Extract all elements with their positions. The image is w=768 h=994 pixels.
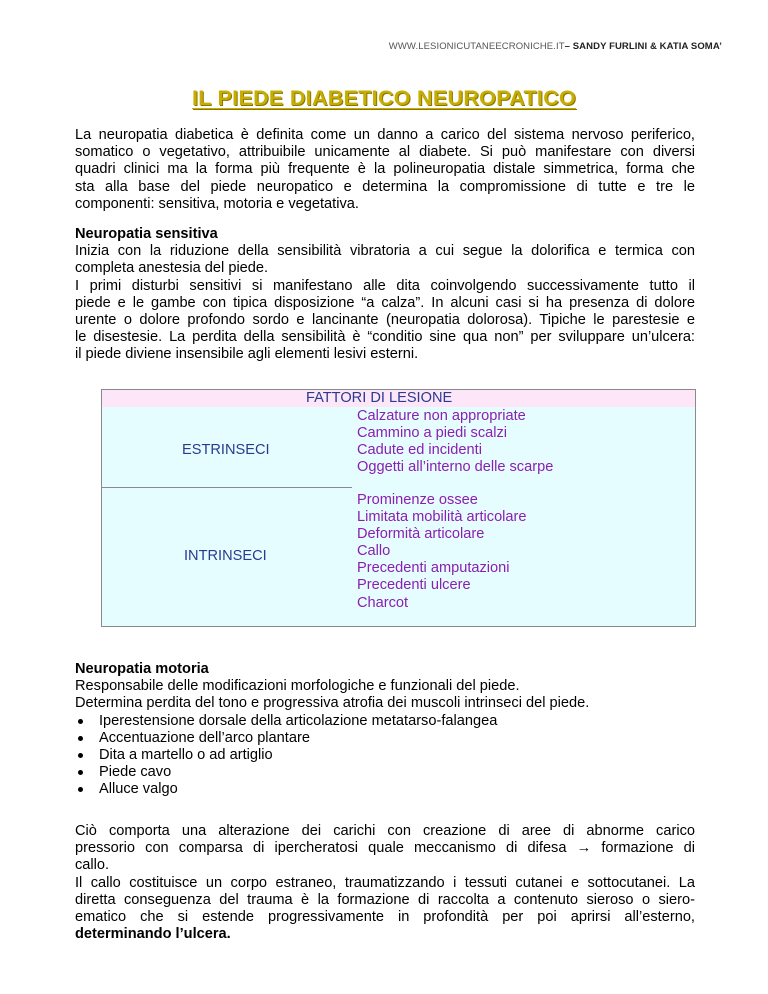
- list-item-text: Accentuazione dell’arco plantare: [99, 729, 310, 746]
- text-line: callo.: [75, 857, 110, 874]
- section-heading: Neuropatia sensitiva: [75, 226, 218, 242]
- intro-paragraph: [75, 127, 695, 213]
- text-line: Ciò comporta una alterazione dei carichi con creazione di aree di abnorme carico: [75, 823, 695, 839]
- page-title: IL PIEDE DIABETICO NEUROPATICO: [191, 86, 577, 110]
- table-header-row: [102, 390, 695, 407]
- bullet-icon: [78, 736, 83, 741]
- factor-item: Cadute ed incidenti: [357, 442, 482, 459]
- text-line: I primi disturbi sensitivi si manifestano alle dita coinvolgendo successivamente tutto il: [75, 277, 695, 294]
- text-line: Responsabile delle modificazioni morfologiche e funzionali del piede.: [75, 678, 520, 695]
- extrinsic-factors-list: [357, 408, 553, 476]
- alteration-paragraph: [75, 823, 695, 943]
- authors: – SANDY FURLINI & KATIA SOMA’: [564, 41, 722, 52]
- section-sensitive: [75, 226, 695, 364]
- factor-item: Calzature non appropriate: [357, 408, 526, 424]
- text-line: determinando l’ulcera.: [75, 926, 231, 943]
- intro-line: somatico o vegetativo, attribuibile unicamente al diabete. Si può manifestare con diversi: [75, 144, 695, 161]
- factor-item: Oggetti all’interno delle scarpe: [357, 459, 554, 476]
- factor-item: Deformità articolare: [357, 526, 485, 543]
- text-line: pressorio con comparsa di ipercheratosi quale meccanismo di difesa → formazione di: [75, 840, 695, 857]
- intro-line: quadri clinici ma la forma più frequente è la polineuropatia distale simmetrica, forma che: [75, 161, 695, 178]
- factor-item: Limitata mobilità articolare: [357, 509, 527, 526]
- row-divider: [102, 487, 352, 488]
- text-line: Determina perdita del tono e progressiva atrofia dei muscoli intrinseci del piede.: [75, 695, 590, 712]
- bullet-icon: [78, 770, 83, 775]
- text-line: piede e le gambe con tipica disposizione “a calza”. In alcuni casi si ha presenza di dolore: [75, 294, 695, 311]
- section-motor: [75, 661, 695, 799]
- section-heading: Neuropatia motoria: [75, 661, 209, 677]
- text-line: le disestesie. La perdita della sensibilità è “conditio sine qua non” per sviluppare un’ulcera:: [75, 329, 695, 346]
- intro-line: componenti: sensitiva, motoria e vegetativa.: [75, 195, 359, 212]
- factor-item: Callo: [357, 543, 391, 560]
- text-line: Il callo costituisce un corpo estraneo, traumatizzando i tessuti cutanei e sottocutanei. La: [75, 874, 695, 891]
- factor-item: Prominenze ossee: [357, 492, 478, 508]
- text-line: Inizia con la riduzione della sensibilità vibratoria a cui segue la dolorifica e termica con: [75, 243, 695, 260]
- page-header: [389, 41, 722, 52]
- table-header: FATTORI DI LESIONE: [306, 390, 453, 406]
- intrinsic-factors-list: [357, 492, 527, 612]
- deformity-list: [75, 713, 695, 799]
- text-line: ematico che si estende progressivamente in profondità per poi aprirsi all’esterno,: [75, 909, 695, 926]
- list-item: [75, 713, 695, 730]
- intro-line: La neuropatia diabetica è definita come un danno a carico del sistema nervoso periferico,: [75, 127, 695, 143]
- list-item-text: Piede cavo: [99, 764, 172, 781]
- bullet-icon: [78, 719, 83, 724]
- factor-item: Precedenti ulcere: [357, 577, 471, 594]
- factor-item: Precedenti amputazioni: [357, 560, 510, 577]
- list-item-text: Alluce valgo: [99, 781, 178, 798]
- lesion-factors-table: [101, 389, 696, 627]
- factor-item: Charcot: [357, 594, 409, 611]
- text-line: diretta conseguenza del trauma è la formazione di raccolta a contenuto sieroso o siero-: [75, 891, 695, 908]
- list-item: [75, 764, 695, 781]
- text-line: completa anestesia del piede.: [75, 260, 269, 277]
- text-line: urente o dolore profondo sordo e lancinante (neuropatia dolorosa). Tipiche le parestesie e: [75, 312, 695, 329]
- category-extrinsic: ESTRINSECI: [182, 442, 270, 458]
- category-intrinsic: INTRINSECI: [184, 548, 267, 564]
- text-line: il piede diviene insensibile agli elementi lesivi esterni.: [75, 346, 419, 363]
- bullet-icon: [78, 753, 83, 758]
- list-item-text: Dita a martello o ad artiglio: [99, 747, 273, 764]
- list-item: [75, 730, 695, 747]
- bullet-icon: [78, 787, 83, 792]
- site-url: WWW.LESIONICUTANEECRONICHE.IT: [388, 41, 565, 52]
- factor-item: Cammino a piedi scalzi: [357, 425, 508, 442]
- list-item: [75, 747, 695, 764]
- list-item: [75, 781, 695, 798]
- intro-line: sta alla base del piede neuropatico e determina la compromissione di tutte e tre le: [75, 178, 695, 195]
- list-item-text: Iperestensione dorsale della articolazione metatarso-falangea: [99, 712, 498, 729]
